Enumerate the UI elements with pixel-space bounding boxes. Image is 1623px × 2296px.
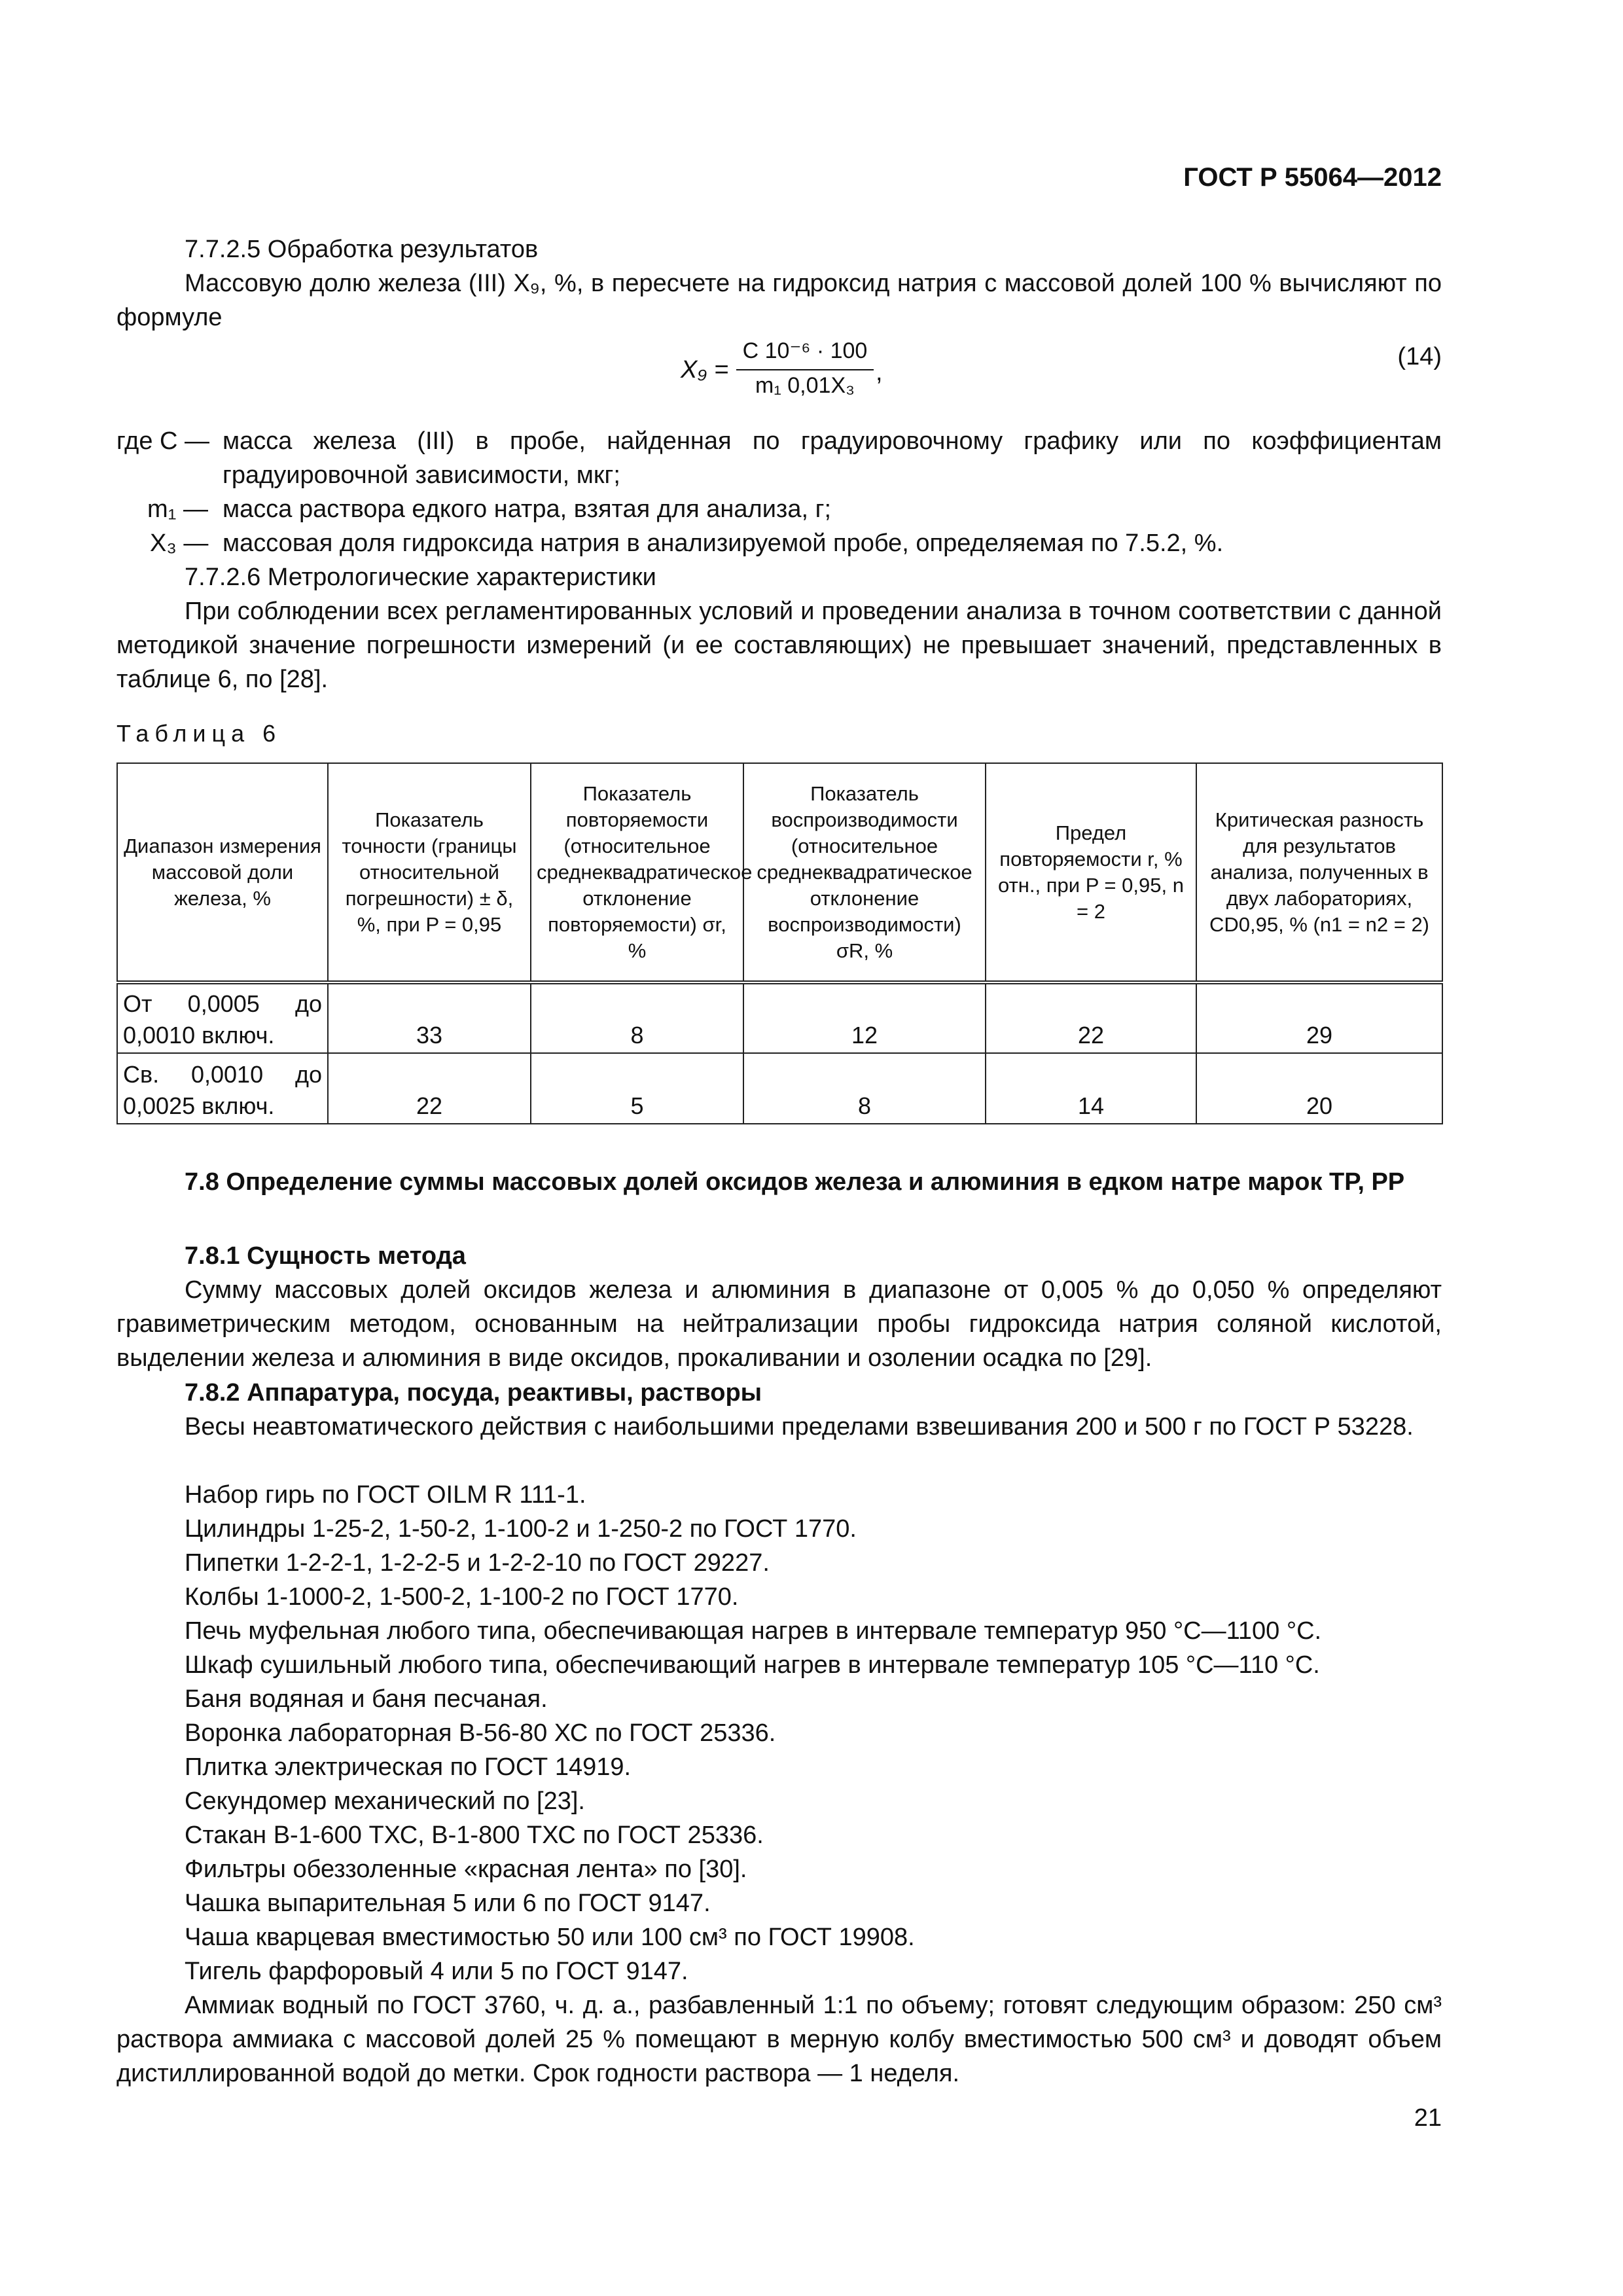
section-7-8-title: 7.8 Определение суммы массовых долей оксидов железа и алюминия в едком натре марок ТР, РР [185, 1168, 1405, 1196]
table-cell: 22 [986, 982, 1196, 1053]
list-item: Фильтры обеззоленные «красная лента» по [30]. [185, 1856, 747, 1883]
table-cell: 14 [986, 1053, 1196, 1124]
legend-text-m1: масса раствора едкого натра, взятая для анализа, г; [223, 495, 832, 523]
subsection-7-8-2-title: 7.8.2 Аппаратура, посуда, реактивы, растворы [185, 1379, 762, 1407]
list-item: Чаша кварцевая вместимостью 50 или 100 см³ по ГОСТ 19908. [185, 1924, 915, 1951]
legend-symbol-x3: X₃ — [150, 529, 209, 557]
document-id: ГОСТ Р 55064—2012 [1183, 163, 1442, 192]
subsection-7-7-2-5-title: 7.7.2.5 Обработка результатов [185, 236, 539, 263]
formula-number: (14) [1397, 343, 1442, 370]
table-row [117, 1053, 1442, 1124]
table-row [117, 982, 1442, 1053]
list-item: Чашка выпарительная 5 или 6 по ГОСТ 9147. [185, 1890, 711, 1917]
subsection-7-8-1-text: Сумму массовых долей оксидов железа и алюминия в диапазоне от 0,005 % до 0,050 % определяют гравиметрическим методом, основанным на нейтрализации пробы гидроксида натрия соляной кислотой, выделении железа и алюминия в виде оксидов, прокаливании и озолении осадка по [29]. [116, 1276, 1442, 1372]
equipment-list [185, 1478, 1321, 1988]
table-6 [116, 762, 1443, 1124]
subsection-7-7-2-6-text: При соблюдении всех регламентированных условий и проведении анализа в точном соответствии с данной методикой значение погрешности измерений (и ее составляющих) не превышает значений, представленных в таблице 6, по [28]. [116, 598, 1442, 693]
list-item: Цилиндры 1-25-2, 1-50-2, 1-100-2 и 1-250-2 по ГОСТ 1770. [185, 1515, 857, 1543]
page-number: 21 [1414, 2104, 1442, 2132]
legend-text-x3: массовая доля гидроксида натрия в анализируемой пробе, определяемая по 7.5.2, %. [223, 529, 1224, 557]
subsection-7-8-1-title: 7.8.1 Сущность метода [185, 1242, 466, 1270]
table-header-cell: Предел повторяемости r, % отн., при P = 0,95, n = 2 [986, 763, 1196, 982]
table-cell: 22 [328, 1053, 531, 1124]
legend-text-c: масса железа (III) в пробе, найденная по градуировочному графику или по коэффициентам градуировочной зависимости, мкг; [223, 427, 1442, 489]
fraction-bar [736, 369, 874, 370]
list-item: Шкаф сушильный любого типа, обеспечивающий нагрев в интервале температур 105 °С—110 °С. [185, 1651, 1320, 1679]
list-item: Плитка электрическая по ГОСТ 14919. [185, 1753, 632, 1781]
table-cell: 33 [328, 982, 531, 1053]
table-cell: 20 [1196, 1053, 1442, 1124]
subsection-7-7-2-5-text: Массовую долю железа (III) X₉, %, в пересчете на гидроксид натрия с массовой долей 100 % вычисляют по формуле [116, 270, 1442, 331]
table-cell: От 0,0005 до 0,0010 включ. [117, 982, 328, 1053]
table-caption: Таблица 6 [116, 720, 282, 747]
formula-tail: , [876, 359, 883, 386]
table-cell: 29 [1196, 982, 1442, 1053]
list-item: Стакан В-1-600 ТХС, В-1-800 ТХС по ГОСТ 25336. [185, 1821, 764, 1849]
list-item: Печь муфельная любого типа, обеспечивающая нагрев в интервале температур 950 °С—1100 °С. [185, 1617, 1322, 1645]
table-header-cell: Показатель воспроизводимости (относительное среднеквадратическое отклонение воспроизводимости) σR, % [743, 763, 986, 982]
table-cell: Св. 0,0010 до 0,0025 включ. [117, 1053, 328, 1124]
table-cell: 8 [743, 1053, 986, 1124]
list-item: Пипетки 1-2-2-1, 1-2-2-5 и 1-2-2-10 по ГОСТ 29227. [185, 1549, 770, 1577]
list-item: Тигель фарфоровый 4 или 5 по ГОСТ 9147. [185, 1958, 688, 1985]
table-cell: 12 [743, 982, 986, 1053]
formula-denominator: m₁ 0,01X₃ [755, 373, 855, 398]
legend-symbol-c: где C — [116, 427, 210, 455]
list-item: Воронка лабораторная В-56-80 ХС по ГОСТ 25336. [185, 1719, 776, 1747]
table-header-cell: Диапазон измерения массовой доли железа, % [117, 763, 328, 982]
formula-lhs: X₉ = [681, 356, 729, 384]
subsection-7-7-2-6-title: 7.7.2.6 Метрологические характеристики [185, 564, 656, 591]
formula-numerator: C 10⁻⁶ · 100 [742, 338, 868, 363]
table-header-cell: Показатель повторяемости (относительное среднеквадратическое отклонение повторяемости) σr, % [531, 763, 743, 982]
legend-symbol-m1: m₁ — [147, 495, 209, 523]
list-item: Набор гирь по ГОСТ OILM R 111-1. [185, 1481, 586, 1509]
table-cell: 8 [531, 982, 743, 1053]
list-item: Секундомер механический по [23]. [185, 1787, 585, 1815]
reagent-ammonia: Аммиак водный по ГОСТ 3760, ч. д. а., разбавленный 1:1 по объему; готовят следующим образом: 250 см³ раствора аммиака с массовой долей 25 % помещают в мерную колбу вместимостью 500 см³ и доводят объем дистиллированной водой до метки. Срок годности раствора — 1 неделя. [116, 1992, 1442, 2087]
table-header-cell: Показатель точности (границы относительной погрешности) ± δ, %, при P = 0,95 [328, 763, 531, 982]
list-item: Колбы 1-1000-2, 1-500-2, 1-100-2 по ГОСТ 1770. [185, 1583, 739, 1611]
table-cell: 5 [531, 1053, 743, 1124]
table-header-row [117, 763, 1442, 982]
equipment-scales: Весы неавтоматического действия с наибольшими пределами взвешивания 200 и 500 г по ГОСТ Р 53228. [185, 1413, 1414, 1441]
table-header-cell: Критическая разность для результатов анализа, полученных в двух лабораториях, CD0,95, % (n1 = n2 = 2) [1196, 763, 1442, 982]
list-item: Баня водяная и баня песчаная. [185, 1685, 548, 1713]
